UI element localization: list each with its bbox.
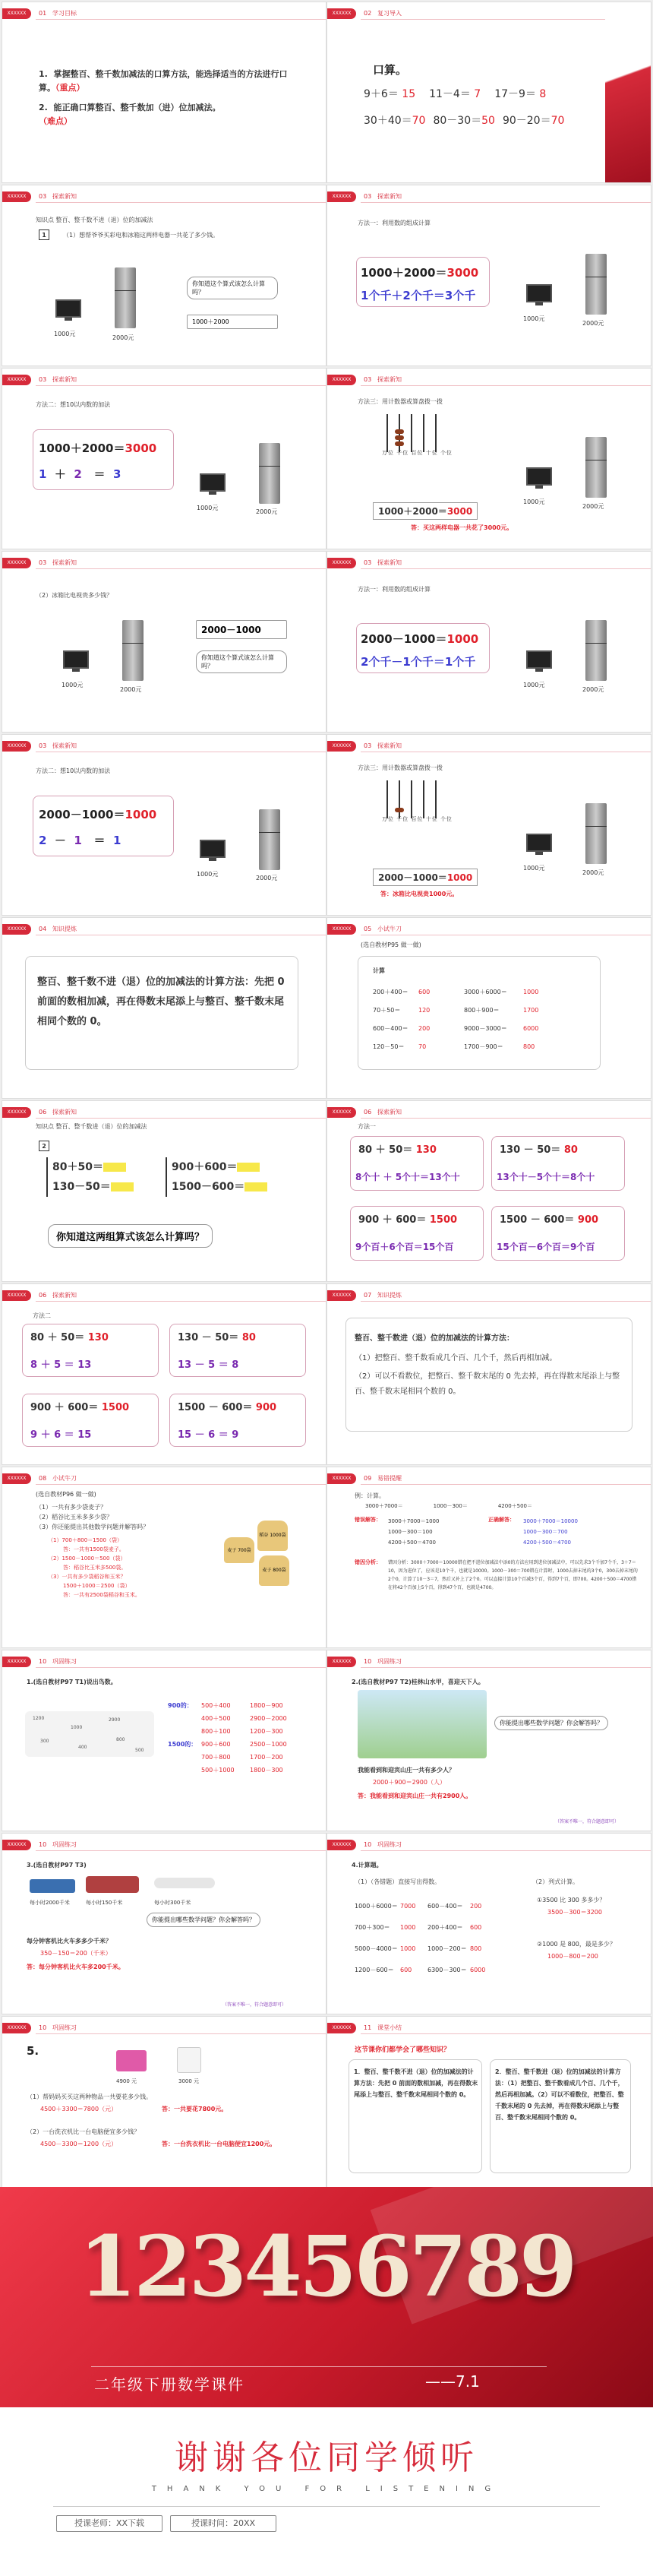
exercise-left: 80＋50＝ 130－50＝ [46, 1157, 134, 1197]
formula: 1000＋2000＝3000 [373, 502, 478, 520]
logo: XXXXXX [327, 2023, 356, 2033]
logo: XXXXXX [327, 1657, 356, 1667]
sub-question-1: （1）帮妈妈买买这两种物品一共要花多少钱。 [27, 2093, 153, 2100]
slide-number: 05 [364, 926, 372, 932]
slide-title: 探索新知 [52, 742, 77, 749]
slide-title: 探索新知 [377, 742, 402, 749]
slide-number: 10 [39, 1841, 47, 1848]
slide-title: 课堂小结 [377, 2024, 402, 2031]
logo: XXXXXX [2, 191, 31, 202]
method: 方法三：用计数器或算盘拨一拨 [358, 398, 443, 405]
source: (选自教材P96 做一做) [36, 1491, 96, 1498]
goal-1: 1. 掌握整百、整千数加减法的口算方法，能选择适当的方法进行口算。（重点） [39, 69, 288, 93]
logo: XXXXXX [2, 1290, 31, 1301]
slide-number: 06 [39, 1109, 47, 1116]
cover-lesson-number: ——7.1 [425, 2372, 480, 2391]
formula: 350－150＝200（千米） [40, 1950, 112, 1957]
slide-number: 04 [39, 926, 47, 932]
summary-card-2: 2．整百、整千数进（退）位的加减法的计算方法：（1）把整百、整千数看成几个百、几个千，然后再相加减。（2）可以不看数位，把整百、整千数末尾的 0 先去掉，再在得数末尾添上与整百、整千数末尾相同个数的 0。 [490, 2059, 631, 2173]
part-2-heading: （2）列式计算。 [532, 1878, 579, 1885]
slide-title: 探索新知 [377, 559, 402, 566]
fridge-price: 2000元 [256, 875, 278, 881]
answer-1: 答：一共要花7800元。 [162, 2106, 228, 2112]
note: （答案不唯一，符合题意即可） [222, 2002, 287, 2008]
question: 1.(选自教材P97 T1)说出鸟数。 [27, 1679, 117, 1685]
summary-card-1: 1．整百、整千数不进（退）位的加减法的计算方法：先把 0 前面的数相加减，再在得数末尾添上与整百、整千数末尾相同个数的 0。 [349, 2059, 482, 2173]
laptop-image [116, 2050, 147, 2071]
practice-grid: 200＋400＝ 600 3000＋6000＝ 1000 70＋50＝ 120 800＋900＝ 1700 600－400＝ 200 9000－3000＝ 6000 120－50＝ 70 1700－900＝ 800 [373, 989, 539, 1050]
fridge-image [585, 620, 607, 681]
scenery-image [358, 1690, 487, 1758]
note: （答案不唯一，符合题意即可） [555, 1819, 620, 1824]
tv-price: 1000元 [197, 871, 219, 878]
logo: XXXXXX [327, 1290, 356, 1301]
summary-item-1: （1）把整百、整千数看成几个百、几个千，然后再相加减。 [355, 1354, 557, 1362]
sub-question-2: （2）一台洗衣机比一台电脑便宜多少钱？ [27, 2128, 140, 2135]
slide-title: 探索新知 [52, 1292, 77, 1299]
slide-title: 巩固练习 [52, 2024, 77, 2031]
slide-number: 07 [364, 1292, 372, 1299]
method: 方法一：利用数的组成计算 [358, 586, 431, 593]
exercise-right: 900＋600＝ 1500－600＝ [166, 1157, 267, 1197]
slide-explore-7 [2, 734, 326, 916]
card-4: 1500 － 600＝ 900 15 － 6 ＝ 9 [169, 1394, 306, 1447]
logo: XXXXXX [327, 741, 356, 752]
example-row: 3000＋7000＝ 1000－300＝ 4200＋500＝ [365, 1503, 533, 1509]
slide-explore-10 [326, 1100, 651, 1282]
tv-price: 1000元 [523, 315, 545, 322]
logo: XXXXXX [327, 1107, 356, 1118]
step-number: 1 [39, 229, 49, 240]
subtitle: 知识点 整百、整千数进（退）位的加减法 [36, 1123, 147, 1130]
summary-item-2: （2）可以不看数位，把整百、整千数末尾的 0 先去掉，再在得数末尾添上与整百、整千数末尾相同个数的 0。 [355, 1372, 620, 1396]
step-number: 2 [39, 1141, 49, 1151]
slide-title: 探索新知 [52, 193, 77, 200]
slide-number: 03 [39, 376, 47, 383]
slide-title: 学习目标 [52, 10, 77, 17]
speed-3: 每小时300千米 [154, 1900, 191, 1906]
slide-explore-9 [2, 1100, 326, 1282]
answer: 答：每分钟客机比火车多200千米。 [27, 1964, 125, 1970]
slide-number: 03 [39, 559, 47, 566]
question: （2）冰箱比电视贵多少钱？ [36, 592, 113, 599]
slide-learning-goals [2, 2, 326, 183]
fridge-price: 2000元 [582, 320, 604, 327]
logo: XXXXXX [2, 558, 31, 568]
slide-number: 09 [364, 1475, 372, 1482]
slide-number: 03 [39, 742, 47, 749]
slide-class-summary [326, 2016, 651, 2198]
formula: 1000＋2000＝3000 [39, 441, 157, 455]
prompt-bubble: 你能提出哪些数学问题？你会解答吗？ [494, 1716, 608, 1730]
formula-1: 4500＋3300＝7800（元） [40, 2106, 118, 2112]
fridge-image [115, 267, 136, 328]
sack-wheat-800: 麦子 800袋 [259, 1555, 289, 1586]
label: 例：计算。 [355, 1492, 385, 1499]
logo: XXXXXX [2, 1107, 31, 1118]
slide-title: 巩固练习 [377, 1841, 402, 1848]
right-answers: 3000＋7000＝10000 1000－300＝700 4200＋500＝4700 [523, 1518, 578, 1546]
question: （1）想帮爷爷买彩电和冰箱这两样电器一共花了多少钱。 [63, 232, 219, 239]
review-row-1: 9＋6＝ 15 11－4＝ 7 17－9＝ 8 [364, 88, 547, 100]
time-label: 授课时间：20XX [170, 2515, 276, 2532]
formula: 1000＋2000＝3000 [361, 266, 479, 280]
prompt-bubble: 你知道这两组算式该怎么计算吗？ [48, 1224, 213, 1248]
logo: XXXXXX [2, 8, 31, 19]
method: 方法二：想10以内数的加法 [36, 767, 111, 774]
formula-simple: 1 ＋ 2 ＝ 3 [39, 467, 121, 481]
tv-image [63, 650, 89, 669]
card-1: 80 ＋ 50＝ 130 8个十 ＋ 5个十＝13个十 [350, 1136, 484, 1191]
question: 5. [27, 2044, 39, 2058]
tv-image [526, 467, 552, 486]
slide-title: 巩固练习 [377, 1658, 402, 1665]
washer-image [177, 2047, 201, 2073]
tv-image [526, 834, 552, 852]
method: 方法三：用计数器或算盘拨一拨 [358, 764, 443, 771]
fridge-image [585, 437, 607, 498]
source: (选自教材P95 做一做) [361, 941, 421, 948]
slide-number: 11 [364, 2024, 372, 2031]
method: 方法一 [358, 1123, 376, 1130]
slide-title: 探索新知 [377, 376, 402, 383]
part-1-heading: （1）（各错题）直接写出得数。 [355, 1878, 441, 1885]
formula-2: 4500－3300＝1200（元） [40, 2141, 118, 2147]
word-answer-2: 1000－800＝200 [547, 1953, 598, 1960]
fridge-price: 2000元 [582, 686, 604, 693]
tv-price: 1000元 [523, 498, 545, 505]
fridge-image [259, 809, 280, 870]
answer: 答：冰箱比电视贵1000元。 [380, 891, 459, 897]
method: 方法二 [33, 1312, 51, 1319]
slide-title: 易错提醒 [377, 1475, 402, 1482]
logo: XXXXXX [2, 375, 31, 385]
subtitle: 知识点 整百、整千数不进（退）位的加减法 [36, 217, 153, 223]
slide-number: 01 [39, 10, 47, 17]
slide-practice-2 [2, 1467, 326, 1648]
card-2: 130 － 50＝ 80 13个十－5个十＝8个十 [491, 1136, 625, 1191]
wrong-answers: 3000＋7000＝1000 1000－300＝100 4200＋500＝4700 [388, 1518, 440, 1546]
prompt-bubble: 你知道这个算式该怎么计算吗？ [196, 650, 287, 673]
logo: XXXXXX [2, 2023, 31, 2033]
fridge-image [122, 620, 144, 681]
logo: XXXXXX [2, 1840, 31, 1850]
tv-price: 1000元 [62, 682, 84, 688]
logo: XXXXXX [2, 924, 31, 935]
slide-explore-3 [2, 368, 326, 549]
sub-question: 每分钟客机比火车多多少千米？ [27, 1938, 112, 1945]
airplane-image [154, 1878, 215, 1888]
slide-explore-5 [2, 551, 326, 733]
fridge-price: 2000元 [112, 334, 134, 341]
slide-number: 03 [364, 193, 372, 200]
slide-explore-11 [2, 1283, 326, 1465]
card-3: 900 ＋ 600＝ 1500 9个百＋6个百＝15个百 [350, 1206, 484, 1261]
fridge-price: 2000元 [582, 869, 604, 876]
formula-box: 1000＋2000 [187, 315, 278, 329]
logo: XXXXXX [327, 8, 356, 19]
word-problem-1: ①3500 比 300 多多少？ [537, 1897, 606, 1904]
slide-number: 03 [364, 742, 372, 749]
tv-image [55, 299, 81, 318]
slide-number: 10 [364, 1841, 372, 1848]
slide-title: 探索新知 [377, 1109, 402, 1116]
logo: XXXXXX [327, 375, 356, 385]
abacus-columns: 万位 千位 百位 十位 个位 [382, 816, 453, 822]
analysis: 错因分析：3000＋7000＝10000错在把不进位加减法中添0的方法应用到进位加减法中，可以先求3个千加7个千，3＋7＝10，因为进位了，应该是10个千，也就是10000。1000－300＝700错在计算时，1000去掉末尾的3个0，300去掉末尾的2个0，计算了10－3＝7，然后又补上了2个0。可以直接计算10个百减3个百，得到7个百，即700。4200＋500＝4700错在将42个百加上5个百，得到47个百，也就是4700。 [388, 1560, 638, 1590]
word-answer-1: 3500－300＝3200 [547, 1909, 602, 1916]
slide-title: 小试牛刀 [377, 926, 402, 932]
formula-simple: 2 － 1 ＝ 1 [39, 834, 121, 847]
slide-number: 02 [364, 10, 372, 17]
sack-rice-1000: 稻谷 1000袋 [257, 1521, 288, 1551]
slide-exercise-1 [2, 1650, 326, 1831]
slide-exercise-3 [2, 1833, 326, 2014]
summary-heading: 整百、整千数进（退）位的加减法的计算方法： [355, 1334, 514, 1343]
closing-slide [0, 2187, 653, 2576]
solutions: （1）700＋800＝1500（袋） 答：一共有1500袋麦子。 （2）1500－1000＝500（袋） 答：稻谷比玉米多500袋。 （3）一共有多少袋稻谷和玉米？ 1500＋1000＝2500（袋） 答：一共有2500袋稻谷和玉米。 [48, 1537, 140, 1598]
tv-price: 1000元 [197, 505, 219, 511]
tv-image [526, 650, 552, 669]
fridge-price: 2000元 [582, 503, 604, 510]
heading: 口算。 [373, 63, 408, 77]
label: 计算 [373, 967, 385, 974]
slide-exercise-5 [2, 2016, 326, 2198]
slide-summary-1 [2, 917, 326, 1099]
question: 3.(选自教材P97 T3) [27, 1862, 87, 1869]
formula: 2000＋900＝2900（人） [373, 1779, 446, 1786]
abacus-columns: 万位 千位 百位 十位 个位 [382, 450, 453, 456]
thanks-subtitle: THANK YOU FOR LISTENING [151, 2485, 502, 2493]
fridge-price: 2000元 [256, 508, 278, 515]
slide-title: 知识提炼 [377, 1292, 402, 1299]
formula-box: 2000－1000 [196, 620, 287, 639]
formula: 2000－1000＝1000 [39, 808, 157, 821]
slide-review [326, 2, 651, 183]
right-label: 正确解答： [488, 1517, 515, 1523]
slide-explore-2 [326, 185, 651, 366]
tv-price: 1000元 [54, 331, 76, 337]
slide-summary-2 [326, 1283, 651, 1465]
slide-number: 10 [39, 2024, 47, 2031]
slide-title: 探索新知 [52, 376, 77, 383]
slide-number: 10 [39, 1658, 47, 1665]
closing-banner [0, 2187, 653, 2407]
sub-question: 我能看到和迎宾山庄一共有多少人？ [358, 1767, 455, 1774]
slide-mistakes [326, 1467, 651, 1648]
card-2: 130 － 50＝ 80 13 － 5 ＝ 8 [169, 1324, 306, 1377]
slide-number: 03 [364, 559, 372, 566]
card-4: 1500 － 600＝ 900 15个百－6个百＝9个百 [491, 1206, 625, 1261]
direct-answers: 1000＋6000＝ 7000 600－400＝ 200 700＋300＝ 1000 200＋400＝ 600 5000－4000＝ 1000 1000－200＝ 800 1200－600＝ 600 6300－300＝ 6000 [355, 1903, 486, 1973]
logo: XXXXXX [2, 741, 31, 752]
slide-number: 06 [364, 1109, 372, 1116]
prompt-bubble: 你能提出哪些数学问题？你会解答吗？ [147, 1913, 260, 1927]
question: 2.(选自教材P97 T2)桂林山水甲，喜迎天下人。 [352, 1679, 484, 1685]
review-row-2: 30＋40＝70 80－30＝50 90－20＝70 [364, 115, 565, 127]
formula-explain: 2个千－1个千＝1个千 [361, 655, 476, 669]
slide-number: 03 [364, 376, 372, 383]
summary-text: 整百、整千数不进（退）位的加减法的计算方法：先把 0 前面的数相加减，再在得数末尾添上与整百、整千数末尾相同个数的 0。 [37, 976, 285, 1027]
slide-explore-1 [2, 185, 326, 366]
slide-title: 探索新知 [52, 559, 77, 566]
fridge-image [585, 803, 607, 864]
wrong-label: 错误解答： [355, 1517, 381, 1523]
tv-image [200, 473, 226, 492]
slide-number: 06 [39, 1292, 47, 1299]
word-problem-2: ②1000 是 800，最是多少？ [537, 1941, 616, 1948]
goal-2: 2. 能正确口算整百、整千数加（进）位加减法。 （难点） [39, 103, 221, 126]
tv-price: 1000元 [523, 865, 545, 872]
slide-number: 08 [39, 1475, 47, 1482]
decor-corner [605, 2, 651, 183]
slide-explore-8 [326, 734, 651, 916]
slide-title: 探索新知 [377, 193, 402, 200]
analysis-label: 错因分析： [355, 1559, 381, 1565]
cover-digits: 123456789 [78, 2217, 575, 2315]
birds-image: 1200 1000 2900 300 400 800 500 [25, 1711, 154, 1757]
logo: XXXXXX [327, 191, 356, 202]
formula-explain: 1个千＋2个千＝3个千 [361, 289, 476, 302]
questions: （1）一共有多少袋麦子？ （2）稻谷比玉米多多少袋？ （3）你还能提出其他数学问题并解答吗？ [36, 1504, 150, 1530]
slide-number: 10 [364, 1658, 372, 1665]
slide-title: 巩固练习 [52, 1841, 77, 1848]
logo: XXXXXX [327, 1840, 356, 1850]
slide-title: 探索新知 [52, 1109, 77, 1116]
logo: XXXXXX [2, 1657, 31, 1667]
prompt-bubble: 你知道这个算式该怎么计算吗？ [187, 277, 278, 299]
formula: 2000－1000＝1000 [373, 869, 478, 886]
answer-2: 答：一台洗衣机比一台电脑便宜1200元。 [162, 2141, 276, 2147]
slide-explore-6 [326, 551, 651, 733]
summary-question: 这节课你们都学会了哪些知识？ [355, 2046, 451, 2054]
train-image [86, 1876, 139, 1893]
logo: XXXXXX [327, 558, 356, 568]
tv-image [200, 840, 226, 858]
laptop-price: 4900 元 [116, 2078, 137, 2084]
card-1: 80 ＋ 50＝ 130 8 ＋ 5 ＝ 13 [22, 1324, 159, 1377]
formula: 2000－1000＝1000 [361, 632, 479, 646]
washer-price: 3000 元 [178, 2078, 200, 2084]
question: 4.计算题。 [352, 1862, 383, 1869]
slide-practice-1 [326, 917, 651, 1099]
sack-wheat-700: 麦子 700袋 [224, 1537, 254, 1563]
slide-exercise-2 [326, 1650, 651, 1831]
answer: 答：我能看到和迎宾山庄一共有2900人。 [358, 1793, 472, 1799]
slide-title: 巩固练习 [52, 1658, 77, 1665]
slide-title: 复习导入 [377, 10, 402, 17]
thanks-title: 谢谢各位同学倾听 [175, 2438, 478, 2477]
fridge-image [259, 443, 280, 504]
tv-price: 1000元 [523, 682, 545, 688]
tv-image [526, 284, 552, 302]
bird-answers: 900的： 500＋400 1800－900 400＋500 2900－2000 800＋100 1200－300 1500的： 900＋600 2500－1000 700＋800 1700－200 500＋1000 1800－300 [168, 1702, 287, 1774]
slide-title: 小试牛刀 [52, 1475, 77, 1482]
logo: XXXXXX [327, 1473, 356, 1484]
card-3: 900 ＋ 600＝ 1500 9 ＋ 6 ＝ 15 [22, 1394, 159, 1447]
teacher-label: 授课老师：XX下载 [56, 2515, 162, 2532]
truck-image [30, 1879, 75, 1893]
fridge-price: 2000元 [120, 686, 142, 693]
logo: XXXXXX [327, 924, 356, 935]
speed-2: 每小时150千米 [86, 1900, 123, 1906]
method: 方法一：利用数的组成计算 [358, 220, 431, 226]
slide-explore-4 [326, 368, 651, 549]
cover-subtitle: 二年级下册数学课件 [94, 2375, 244, 2394]
logo: XXXXXX [2, 1473, 31, 1484]
answer: 答：买这两样电器一共花了3000元。 [411, 524, 513, 531]
method: 方法二：想10以内数的加法 [36, 401, 111, 408]
slide-title: 知识提炼 [52, 926, 77, 932]
slide-number: 03 [39, 193, 47, 200]
slide-exercise-4 [326, 1833, 651, 2014]
fridge-image [585, 254, 607, 315]
speed-1: 每小时2000千米 [30, 1900, 70, 1906]
